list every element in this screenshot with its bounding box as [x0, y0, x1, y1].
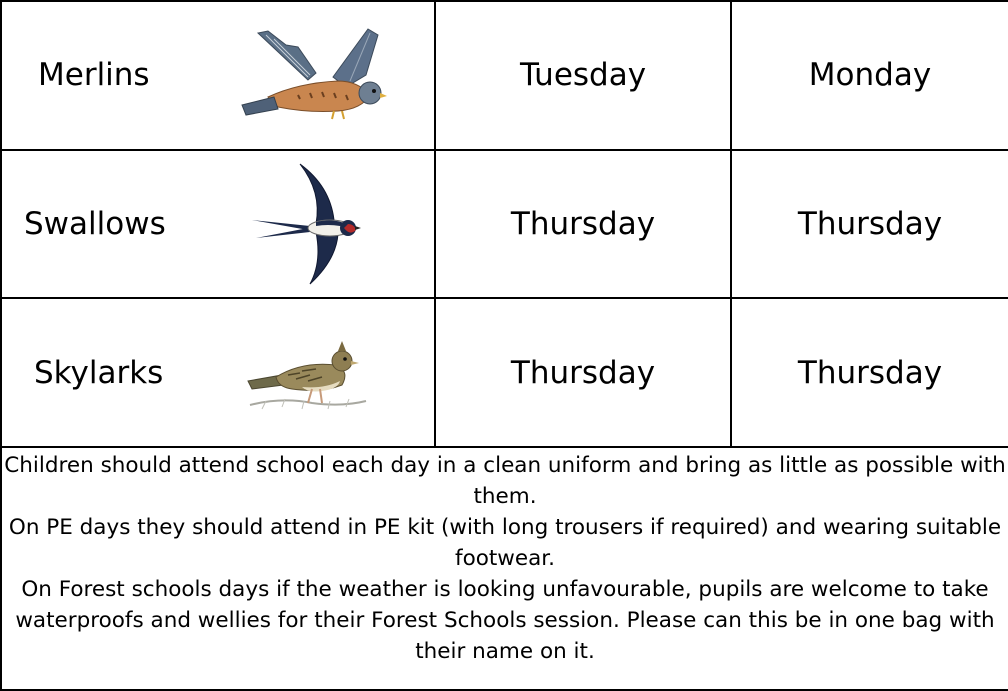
class-cell-merlins [1, 1, 435, 150]
table-row-swallows [1, 150, 1008, 299]
notes-cell [1, 447, 1008, 690]
pe-day-merlins: Tuesday [435, 1, 731, 150]
table-row-merlins [1, 1, 1008, 150]
forest-day-swallows: Thursday [731, 150, 1008, 299]
class-cell-skylarks [1, 298, 435, 447]
forest-day-skylarks: Thursday [731, 298, 1008, 447]
forest-day-merlins: Monday [731, 1, 1008, 150]
class-name: Merlins [38, 57, 150, 94]
skylark-bird-icon [242, 331, 370, 415]
uniform-note: Children should attend school each day in a clean uniform and bring as little as possible with them. [4, 452, 1006, 509]
pe-day-swallows: Thursday [435, 150, 731, 299]
pe-day-skylarks: Thursday [435, 298, 731, 447]
pe-kit-note: On PE days they should attend in PE kit (with long trousers if required) and wearing suitable footwear. [8, 514, 1002, 571]
table-row-skylarks [1, 298, 1008, 447]
class-name: Skylarks [34, 354, 164, 391]
swallow-bird-icon [250, 162, 362, 286]
notes-row [1, 447, 1008, 690]
class-name: Swallows [24, 205, 166, 242]
merlin-bird-icon [238, 25, 388, 125]
class-cell-swallows [1, 150, 435, 299]
forest-schools-note: On Forest schools days if the weather is looking unfavourable, pupils are welcome to take waterproofs and wellies for their Forest Schools session. Please can this be in one bag with their name on it. [15, 576, 995, 664]
